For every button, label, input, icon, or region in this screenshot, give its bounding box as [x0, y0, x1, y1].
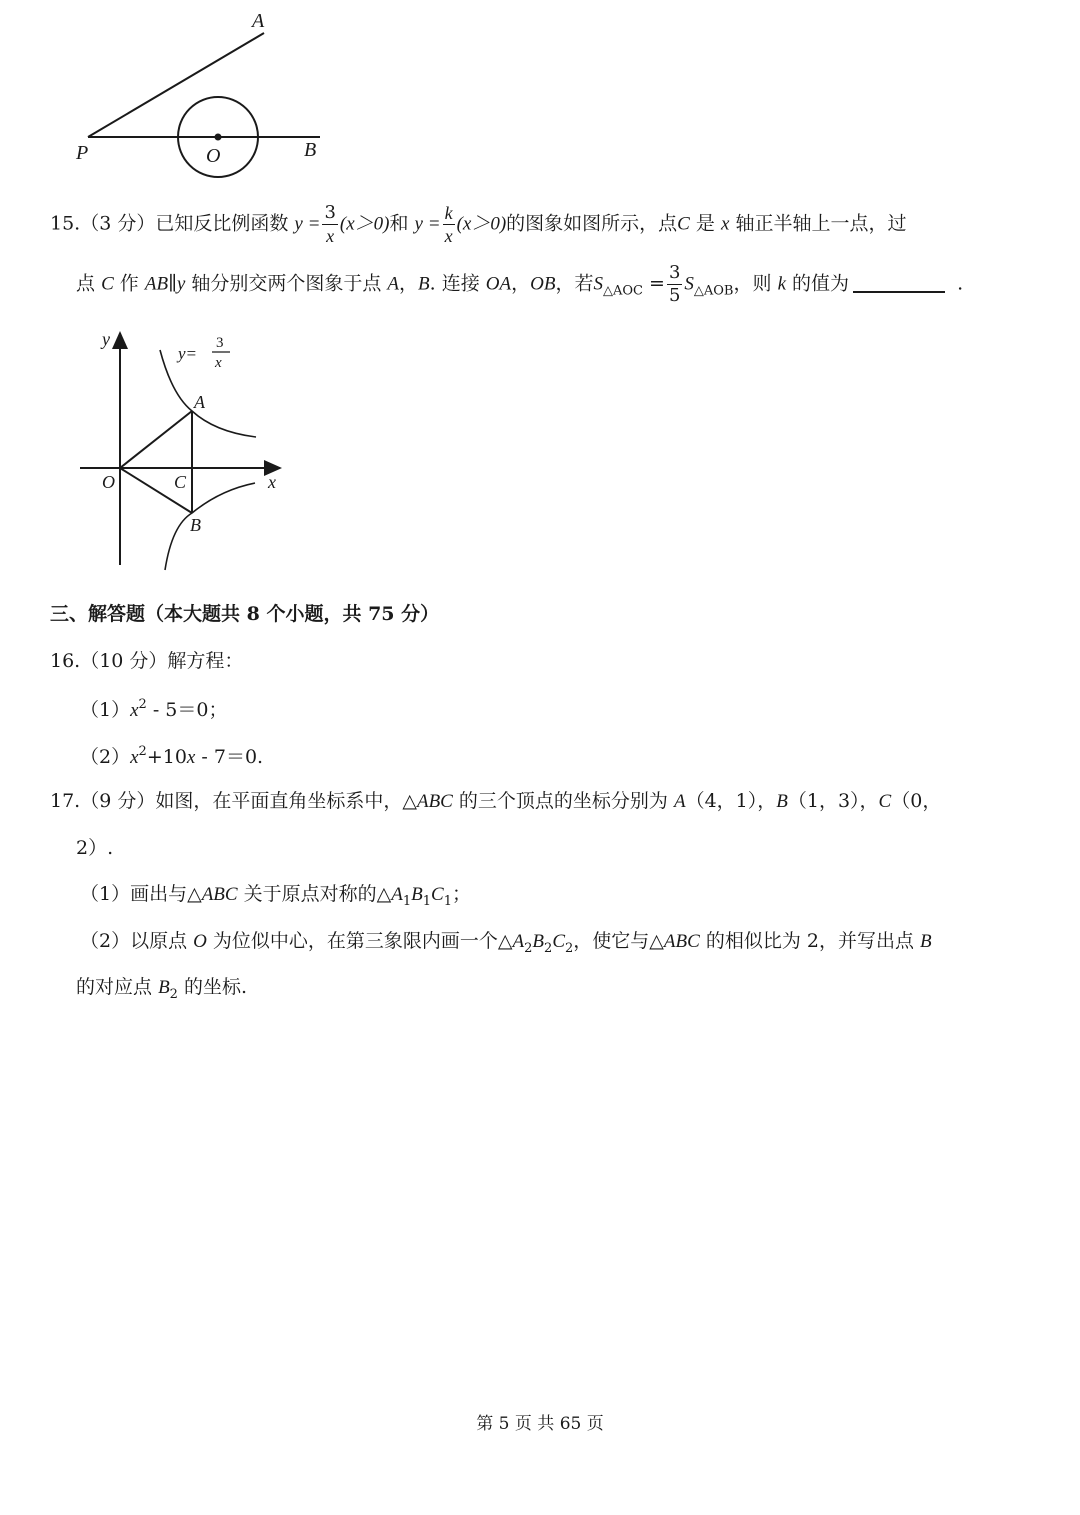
q17-part-1 — [80, 883, 471, 910]
q15-s-aob-sub: △AOB — [693, 283, 734, 299]
frac-num: 3 — [324, 202, 336, 223]
q17-l1-b: 的三个顶点的坐标分别为 — [452, 790, 668, 812]
q15-l2-e: . 连接 — [429, 272, 480, 295]
q15-s-aob: S — [684, 273, 694, 295]
q17-p1-C: C — [431, 884, 444, 905]
label-point-a: A — [194, 392, 205, 412]
q15-l2-b: 作 — [119, 272, 139, 295]
q15-l2-y: y — [176, 273, 186, 295]
center-point-o — [215, 134, 222, 141]
q17-p2-sub-c: 2 — [565, 941, 574, 956]
q17-part-2-cont — [76, 976, 247, 1003]
q15-fraction-3-over-5 — [667, 264, 682, 305]
q17-p2-abc: ABC — [663, 931, 700, 952]
q15-l2-ab: AB — [144, 273, 169, 295]
q16-p1-x: x — [130, 700, 139, 721]
frac-den: 5 — [668, 285, 681, 306]
q15-l2-d: 轴分别交两个图象于点 — [191, 272, 382, 295]
q17-l1-C: C — [878, 791, 892, 812]
q17-p1-abc: ABC — [201, 884, 238, 905]
q17-p3-B: B — [158, 977, 170, 998]
label-a: A — [252, 10, 265, 32]
q15-text-1: 已知反比例函数 — [155, 212, 289, 235]
frac-num: 3 — [668, 262, 681, 283]
q15-l2-ob: OB — [530, 273, 556, 295]
q17-l1-a: 17.（9 分）如图，在平面直角坐标系中，△ — [50, 790, 417, 812]
q15-l2-g: ，则 — [733, 272, 772, 295]
section-3-heading: 三、解答题（本大题共 8 个小题，共 75 分） — [50, 603, 440, 625]
q15-s-aoc: S — [593, 273, 603, 295]
q17-p2-A: A — [512, 931, 525, 952]
q17-p2-d: 的相似比为 2，并写出点 — [699, 930, 914, 952]
q15-point-c: C — [677, 213, 690, 235]
q17-l1-abc: ABC — [416, 791, 453, 812]
q17-p1-sub-c: 1 — [443, 894, 452, 909]
q16-p1-rest: - 5＝0； — [146, 699, 228, 721]
q17-p2-B: B — [532, 931, 545, 952]
q17-p2-B3: B — [920, 931, 932, 952]
label-p: P — [76, 142, 89, 164]
q15-text-3: 的图象如图所示，点 — [506, 212, 678, 235]
q15-l2-oa: OA — [485, 273, 512, 295]
q15-l2-comma1: ， — [399, 272, 419, 295]
line-pa — [88, 33, 264, 137]
q15-domain-1: (x＞0) — [339, 213, 390, 235]
curve-y-k-over-x — [165, 483, 255, 570]
q15-text-4: 是 — [695, 212, 715, 235]
label-point-b: B — [190, 515, 201, 535]
q15-l2-a: 点 — [76, 272, 96, 295]
q17-p1-b: 关于原点对称的△ — [237, 883, 392, 905]
q15-equals: = — [649, 272, 665, 295]
label-x-axis: x — [268, 472, 276, 492]
q15-line-2 — [76, 264, 963, 305]
q16-p2-x2: x — [186, 747, 196, 768]
label-point-c: C — [174, 472, 187, 492]
q15-text-5: 轴正半轴上一点，过 — [735, 212, 907, 235]
q17-p1-a: （1）画出与△ — [80, 883, 202, 905]
q15-x: x — [720, 213, 730, 235]
q15-l2-comma2: ， — [511, 272, 531, 295]
q17-p2-C: C — [552, 931, 565, 952]
frac-den: x — [326, 226, 335, 246]
frac-num: k — [444, 203, 453, 223]
q15-l2-h: 的值为 — [792, 272, 850, 295]
q15-l2-A: A — [387, 273, 400, 295]
q15-l2-f: ，若 — [555, 272, 594, 295]
q16-part-2 — [80, 744, 263, 770]
q17-p1-end: ； — [452, 883, 472, 905]
q15-l2-end: . — [957, 272, 964, 295]
q15-l2-parallel: ∥ — [168, 272, 177, 295]
label-y-axis: y — [102, 329, 110, 349]
q17-l1-c: （4，1）， — [685, 790, 777, 812]
q15-y-eq: y = — [294, 213, 321, 235]
q17-line-1 — [50, 790, 941, 814]
q15-y-eq-2: y = — [414, 213, 441, 235]
q17-p1-sub-b: 1 — [422, 894, 432, 909]
q15-text-2: 和 — [389, 212, 409, 235]
q16-part-1 — [80, 697, 228, 723]
frac-den: x — [444, 226, 453, 246]
q16-p2-rest2: - 7＝0. — [195, 746, 264, 768]
q17-l1-d: （1，3）， — [787, 790, 879, 812]
label-o: O — [206, 145, 221, 167]
q17-l1-B: B — [776, 791, 788, 812]
q17-part-2 — [80, 930, 932, 957]
q17-p3-a: 的对应点 — [76, 976, 153, 998]
page-footer: 第 5 页 共 65 页 — [476, 1414, 604, 1434]
figure-15-hyperbola-graph — [70, 325, 300, 575]
q17-p2-O: O — [193, 931, 207, 952]
q15-score: （3 分） — [80, 212, 156, 235]
figure-14-circle-tangent — [60, 0, 350, 190]
label-func-prefix: y= — [178, 344, 198, 363]
q16-p1-sup: 2 — [138, 697, 147, 712]
q17-p2-a: （2）以原点 — [80, 930, 188, 952]
q17-p1-B: B — [411, 884, 423, 905]
q17-p3-sub: 2 — [169, 987, 178, 1002]
q17-p2-sub-a: 2 — [524, 941, 533, 956]
q17-p2-b: 为位似中心，在第三象限内画一个△ — [206, 930, 513, 952]
q16-p2-rest1: +10 — [146, 746, 187, 768]
q17-l1-e: （0， — [891, 790, 942, 812]
q17-p1-sub-a: 1 — [402, 894, 412, 909]
q15-fraction-3-over-x — [322, 204, 337, 245]
label-func-num: 3 — [216, 335, 224, 351]
q17-p2-c: ，使它与△ — [573, 930, 664, 952]
q15-fraction-k-over-x — [443, 204, 455, 245]
q15-line-1 — [50, 204, 906, 245]
q15-number: 15. — [50, 212, 81, 235]
q16-p2-label: （2） — [80, 746, 131, 768]
q17-p3-b: 的坐标. — [177, 976, 248, 998]
label-point-o: O — [102, 472, 115, 492]
q15-domain-2: (x＞0) — [456, 213, 507, 235]
q16-p2-x: x — [130, 747, 139, 768]
q16-p1-label: （1） — [80, 699, 131, 721]
segment-oa — [120, 411, 192, 468]
q17-p2-sub-b: 2 — [544, 941, 553, 956]
q17-l1-A: A — [673, 791, 686, 812]
q15-l2-k: k — [777, 273, 786, 295]
q16-p2-sup: 2 — [138, 744, 147, 759]
answer-blank[interactable] — [853, 273, 945, 293]
q16-heading: 16.（10 分）解方程： — [50, 650, 244, 672]
q17-line-2: 2）. — [76, 837, 114, 859]
label-func-den: x — [215, 355, 222, 371]
q15-l2-B: B — [418, 273, 430, 295]
q15-l2-c: C — [101, 273, 114, 295]
q17-p1-A: A — [391, 884, 403, 905]
q15-s-aoc-sub: △AOC — [602, 283, 643, 299]
label-b: B — [304, 139, 317, 161]
